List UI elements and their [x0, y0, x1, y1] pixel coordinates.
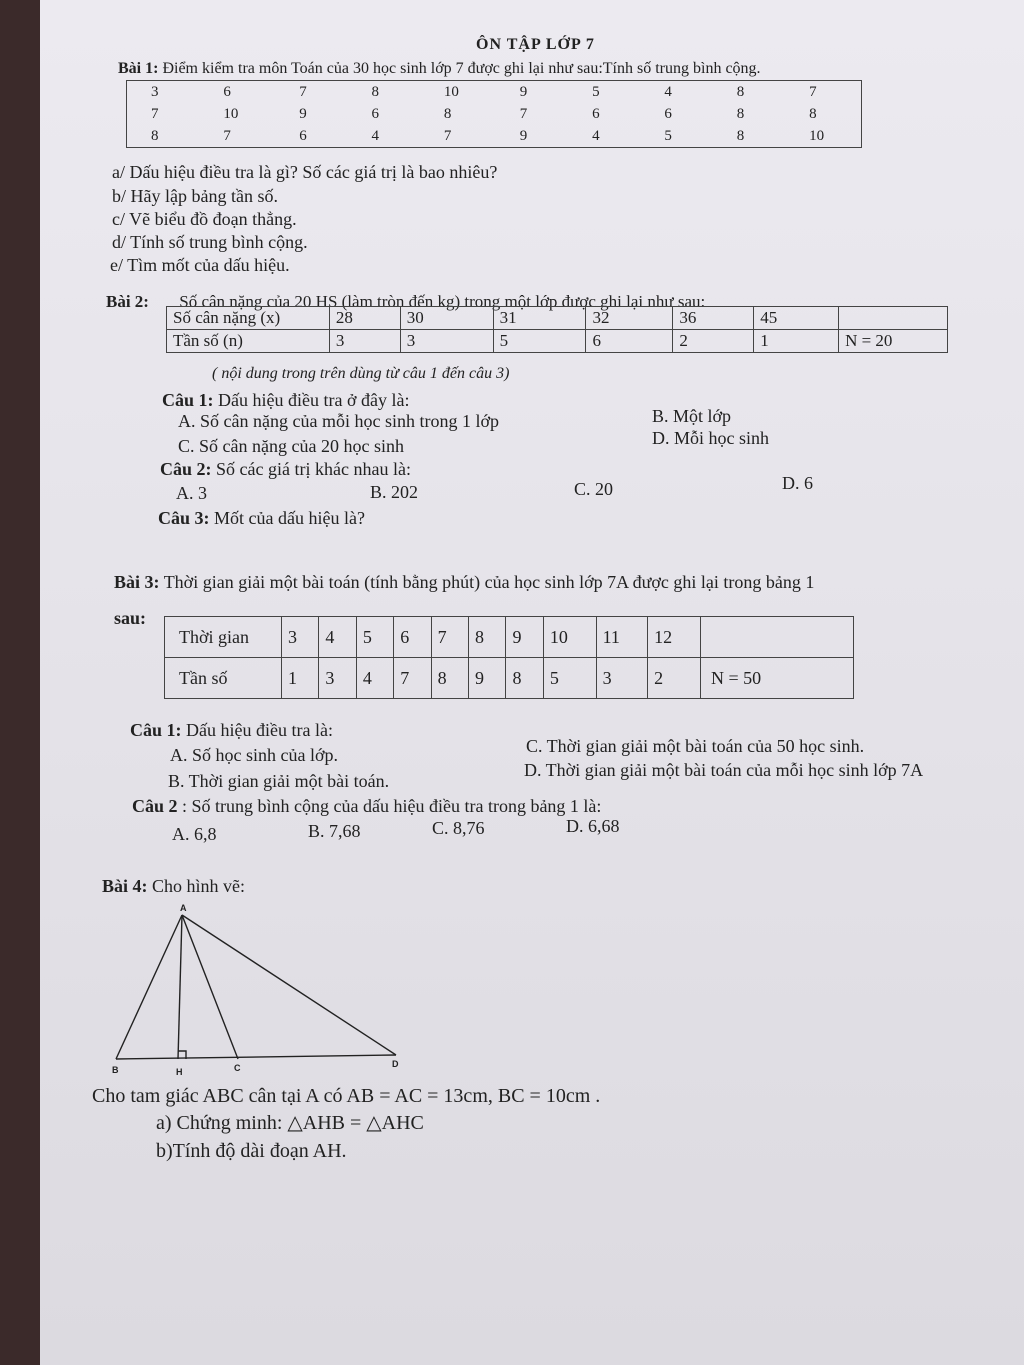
bai3-n-value: 4 — [356, 658, 393, 699]
bai2-n-value: 3 — [329, 330, 400, 353]
bai2-n-value: 1 — [754, 330, 839, 353]
bai3-row-time — [165, 617, 854, 658]
bai2-x-value: 30 — [400, 307, 493, 330]
bai2-n-value: 5 — [493, 330, 586, 353]
bai3-t-value: 4 — [319, 617, 356, 658]
bai1-score-row — [127, 103, 862, 125]
bai1-score-cell: 8 — [736, 83, 745, 100]
bai1-score-cell: 7 — [809, 83, 817, 100]
bai2-cau2-option-b: B. 202 — [370, 482, 419, 502]
bai1-score-cell: 6 — [664, 105, 672, 122]
bai2-x-value: 45 — [754, 307, 839, 330]
bai2-cau2 — [160, 459, 411, 480]
bai3-cau2-option-d: D. 6,68 — [566, 816, 620, 836]
bai2-x-value: 32 — [586, 307, 673, 330]
bai1-score-cell: 5 — [664, 127, 672, 144]
bai1-score-cell: 8 — [809, 105, 817, 122]
bai3-row-label: Thời gian — [165, 617, 282, 658]
segment-bd — [116, 1055, 396, 1059]
bai3-heading-cont: sau: — [114, 608, 147, 628]
bai1-text: Điểm kiểm tra môn Toán của 30 học sinh lớp 7 được ghi lại như sau:Tính số trung bình cộng. — [158, 60, 761, 77]
bai3-n-value: 1 — [282, 658, 319, 699]
bai3-n-value: 7 — [394, 658, 431, 699]
bai1-score-cell: 10 — [443, 83, 459, 100]
bai3-cau1-text: Dấu hiệu điều tra là: — [181, 720, 333, 740]
segment-ab — [116, 915, 182, 1059]
bai1-score-cell: 9 — [299, 105, 307, 122]
bai1-question-b: b/ Hãy lập bảng tần số. — [112, 186, 278, 206]
bai3-cau2-text: : Số trung bình cộng của dấu hiệu điều tra trong bảng 1 là: — [177, 796, 602, 816]
bai4-question-b: b)Tính độ dài đoạn AH. — [156, 1140, 347, 1162]
bai1-score-cell: 8 — [371, 83, 380, 100]
bai2-cau1-text: Dấu hiệu điều tra ở đây là: — [213, 390, 410, 410]
bai2-cau2-option-a: A. 3 — [176, 483, 207, 503]
bai2-cau1-option-c: C. Số cân nặng của 20 học sinh — [178, 436, 404, 456]
bai3-row-label: Tần số — [165, 658, 282, 699]
bai3-cau2 — [132, 796, 601, 817]
bai2-row-weight — [167, 307, 948, 330]
bai2-n-value: 6 — [586, 330, 673, 353]
bai2-cau1 — [162, 390, 409, 411]
bai1-score-cell: 9 — [519, 83, 528, 100]
bai4-heading — [102, 876, 245, 897]
bai1-score-cell: 6 — [592, 105, 600, 122]
bai3-t-value: 5 — [356, 617, 393, 658]
bai1-score-cell: 4 — [592, 127, 600, 144]
bai3-n-value: 3 — [596, 658, 648, 699]
bai3-n-value: 8 — [431, 658, 468, 699]
bai2-cau2-label: Câu 2: — [160, 459, 212, 479]
bai3-cau1-option-b: B. Thời gian giải một bài toán. — [168, 771, 390, 791]
bai1-score-cell: 9 — [519, 127, 528, 144]
vertex-label-h: H — [176, 1067, 183, 1077]
bai2-row-label: Tần số (n) — [167, 330, 330, 353]
bai1-score-cell: 7 — [151, 105, 159, 122]
bai2-x-value: 28 — [329, 307, 400, 330]
bai1-score-cell: 8 — [151, 127, 159, 144]
bai1-score-cell: 8 — [736, 105, 745, 122]
bai1-score-cell: 7 — [443, 127, 452, 144]
bai1-score-cell: 5 — [592, 83, 600, 100]
segment-ac — [182, 915, 238, 1059]
bai4-text: Cho hình vẽ: — [147, 876, 246, 896]
bai4-label: Bài 4: — [102, 876, 148, 896]
bai2-n-value: 2 — [673, 330, 754, 353]
segment-ad — [182, 915, 396, 1055]
bai2-n-value: 3 — [400, 330, 493, 353]
bai2-cau1-option-b: B. Một lớp — [652, 406, 732, 426]
bai1-score-cell: 6 — [299, 127, 307, 144]
bai3-t-value: 6 — [394, 617, 431, 658]
bai3-total: N = 50 — [701, 658, 854, 699]
bai2-row-frequency — [167, 330, 948, 353]
bai3-n-value: 3 — [319, 658, 356, 699]
bai1-score-cell: 10 — [223, 105, 239, 122]
bai1-score-cell: 7 — [519, 105, 528, 122]
bai1-score-row — [127, 125, 862, 148]
bai3-t-value: 8 — [469, 617, 506, 658]
bai3-heading — [114, 572, 814, 593]
bai3-cau1-option-c: C. Thời gian giải một bài toán của 50 học sinh. — [526, 736, 865, 756]
bai1-score-table — [126, 80, 862, 148]
bai1-score-cell: 4 — [664, 83, 672, 100]
bai1-score-cell: 8 — [443, 105, 452, 122]
page-title: ÔN TẬP LỚP 7 — [476, 36, 595, 53]
bai3-t-value: 9 — [506, 617, 543, 658]
bai4-given: Cho tam giác ABC cân tại A có AB = AC = 13cm, BC = 10cm . — [92, 1085, 601, 1107]
bai3-t-value: 10 — [543, 617, 596, 658]
bai3-time-table — [164, 616, 854, 699]
bai4-question-a: a) Chứng minh: △AHB = △AHC — [156, 1112, 424, 1134]
bai3-cau1-option-d: D. Thời gian giải một bài toán của mỗi học sinh lớp 7A — [524, 760, 924, 780]
bai3-row-frequency — [165, 658, 854, 699]
bai1-score-cell: 7 — [223, 127, 231, 144]
bai2-cau3-label: Câu 3: — [158, 508, 210, 528]
bai1-heading — [118, 60, 761, 78]
bai3-cau2-option-c: C. 8,76 — [432, 818, 485, 838]
bai2-x-value: 31 — [493, 307, 586, 330]
bai2-note: ( nội dung trong trên dùng từ câu 1 đến câu 3) — [212, 365, 510, 382]
bai2-x-value: 36 — [673, 307, 754, 330]
vertex-label-d: D — [392, 1059, 399, 1069]
bai3-text: Thời gian giải một bài toán (tính bằng phút) của học sinh lớp 7A được ghi lại trong bảng 1 — [159, 572, 815, 592]
bai3-label: Bài 3: — [114, 572, 160, 592]
bai3-n-value: 2 — [648, 658, 701, 699]
vertex-label-b: B — [112, 1065, 119, 1075]
bai1-question-e: e/ Tìm mốt của dấu hiệu. — [110, 255, 290, 275]
segment-ah — [178, 915, 182, 1059]
vertex-label-a: A — [180, 903, 187, 913]
bai2-total: N = 20 — [839, 330, 948, 353]
bai2-weight-table — [166, 306, 948, 353]
bai3-cau1 — [130, 720, 333, 741]
bai3-empty-cell — [701, 617, 854, 658]
bai3-cau2-label: Câu 2 — [132, 796, 178, 816]
bai1-score-cell: 8 — [736, 127, 745, 144]
bai1-score-row — [127, 81, 862, 104]
triangle-figure — [100, 895, 420, 1085]
bai2-empty-cell — [839, 307, 948, 330]
bai2-cau2-option-d: D. 6 — [782, 473, 813, 493]
bai1-question-a: a/ Dấu hiệu điều tra là gì? Số các giá trị là bao nhiêu? — [112, 162, 498, 182]
bai3-cau2-option-b: B. 7,68 — [308, 821, 361, 841]
bai3-t-value: 11 — [596, 617, 648, 658]
bai2-cau1-option-a: A. Số cân nặng của mỗi học sinh trong 1 lớp — [178, 411, 499, 431]
bai3-n-value: 8 — [506, 658, 543, 699]
bai1-label: Bài 1: — [118, 60, 159, 77]
bai3-cau2-option-a: A. 6,8 — [172, 824, 217, 844]
vertex-label-c: C — [234, 1063, 241, 1073]
bai1-score-cell: 7 — [299, 83, 307, 100]
bai2-cau3 — [158, 508, 365, 529]
bai3-n-value: 9 — [469, 658, 506, 699]
bai2-cau1-option-d: D. Mỗi học sinh — [652, 428, 769, 448]
bai1-score-cell: 6 — [223, 83, 231, 100]
bai2-cau2-text: Số các giá trị khác nhau là: — [211, 459, 411, 479]
bai3-t-value: 3 — [282, 617, 319, 658]
bai1-score-cell: 3 — [151, 83, 159, 100]
bai1-question-c: c/ Vẽ biểu đồ đoạn thẳng. — [112, 209, 297, 229]
bai1-score-cell: 6 — [371, 105, 380, 122]
bai1-score-cell: 10 — [809, 127, 825, 144]
bai1-score-cell: 4 — [371, 127, 380, 144]
bai2-label: Bài 2: — [106, 292, 149, 311]
bai3-t-value: 7 — [431, 617, 468, 658]
bai2-row-label: Số cân nặng (x) — [167, 307, 330, 330]
bai3-t-value: 12 — [648, 617, 701, 658]
bai2-text: Số cân nặng của 20 HS (làm tròn đến kg) trong một lớp được ghi lại như sau: — [179, 292, 706, 311]
bai2-cau3-text: Mốt của dấu hiệu là? — [209, 508, 365, 528]
bai3-n-value: 5 — [543, 658, 596, 699]
bai1-question-d: d/ Tính số trung bình cộng. — [112, 232, 308, 252]
bai3-cau1-label: Câu 1: — [130, 720, 182, 740]
bai2-cau1-label: Câu 1: — [162, 390, 214, 410]
bai3-cau1-option-a: A. Số học sinh của lớp. — [170, 745, 339, 765]
bai2-cau2-option-c: C. 20 — [574, 479, 614, 499]
